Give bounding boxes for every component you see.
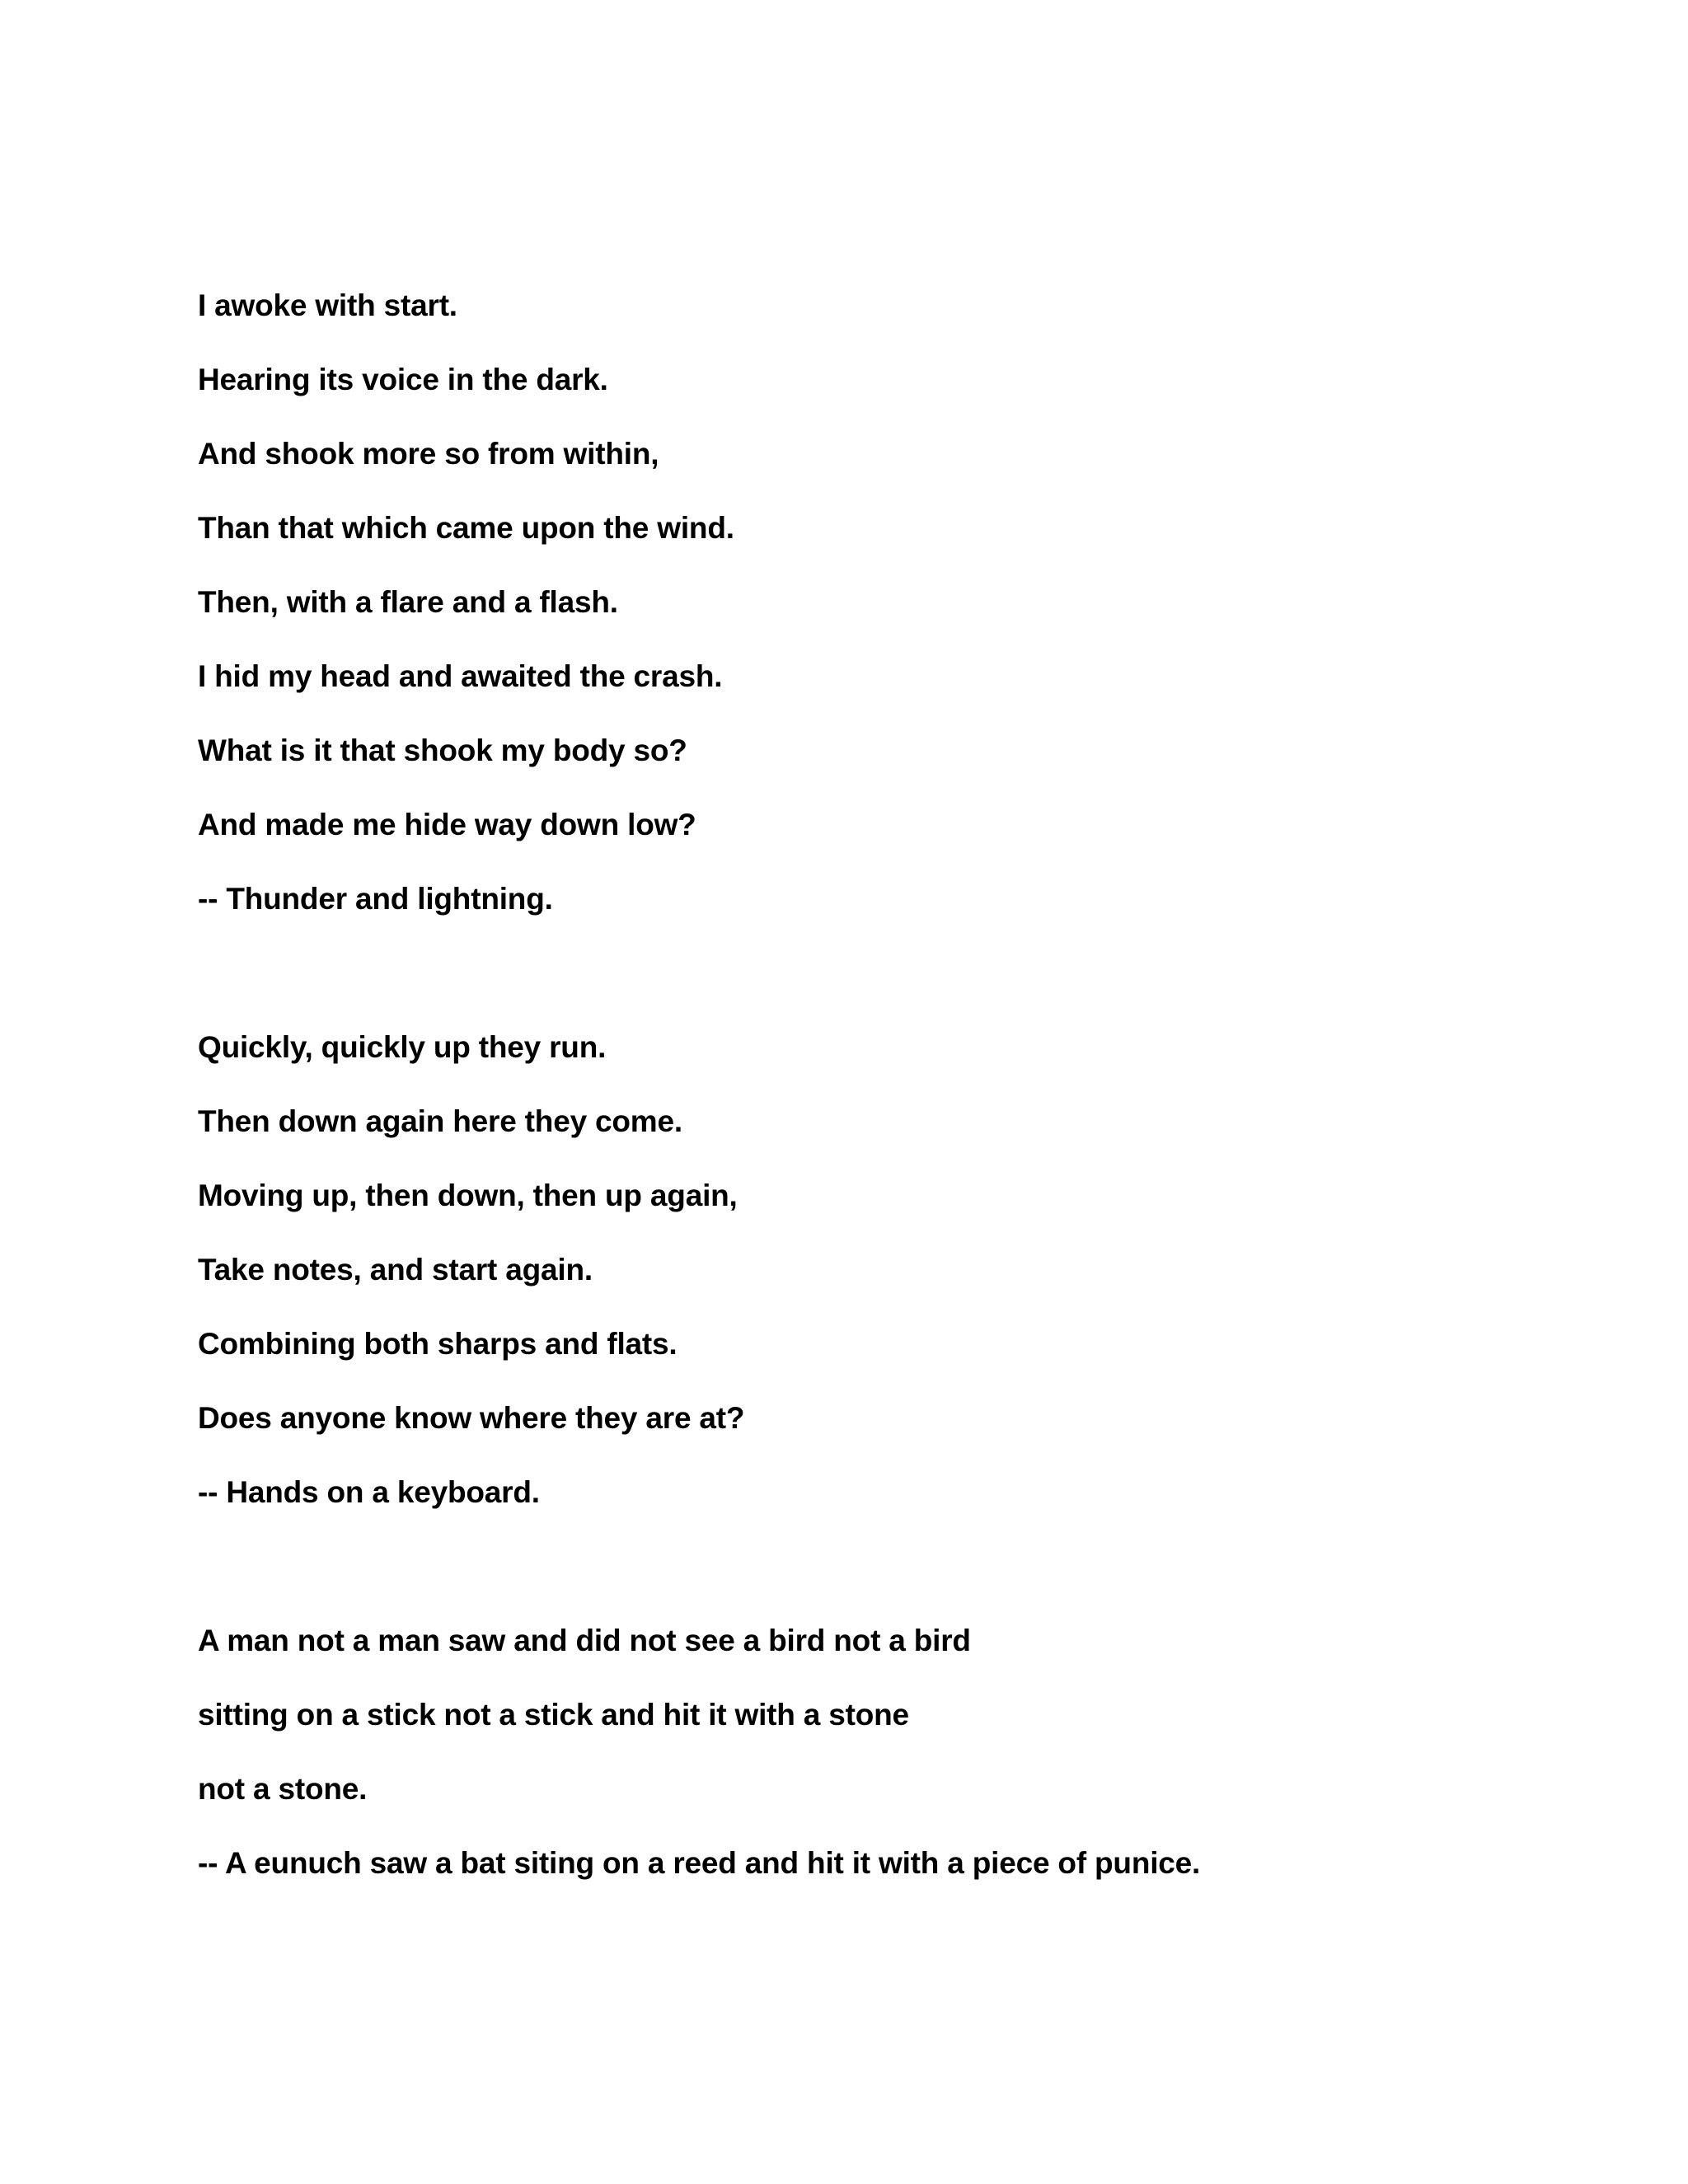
poem-line: A man not a man saw and did not see a bird not a bird (198, 1624, 971, 1657)
poem-line: Combining both sharps and flats. (198, 1327, 678, 1361)
poem-line: Moving up, then down, then up again, (198, 1179, 738, 1212)
riddle-stanza-1 (198, 269, 1517, 936)
poem-line: What is it that shook my body so? (198, 733, 687, 767)
poem-line: And shook more so from within, (198, 437, 659, 471)
poem-line: not a stone. (198, 1772, 368, 1806)
poem-line: Take notes, and start again. (198, 1253, 593, 1286)
poem-line: Then, with a flare and a flash. (198, 585, 618, 619)
riddle-answer: -- Thunder and lightning. (198, 882, 553, 916)
poem-line: Does anyone know where they are at? (198, 1401, 745, 1435)
poem-body (198, 269, 1517, 1900)
riddle-stanza-2 (198, 1010, 1517, 1530)
poem-line: sitting on a stick not a stick and hit it with a stone (198, 1698, 909, 1732)
poem-line: And made me hide way down low? (198, 808, 696, 841)
poem-line: Hearing its voice in the dark. (198, 363, 608, 396)
poem-line: I awoke with start. (198, 288, 457, 322)
riddle-answer: -- A eunuch saw a bat siting on a reed and hit it with a piece of punice. (198, 1846, 1201, 1880)
poem-line: Than that which came upon the wind. (198, 511, 734, 545)
poem-line: I hid my head and awaited the crash. (198, 659, 723, 693)
riddle-stanza-3 (198, 1604, 1517, 1900)
poem-line: Quickly, quickly up they run. (198, 1030, 607, 1064)
poem-line: Then down again here they come. (198, 1104, 682, 1138)
riddle-answer: -- Hands on a keyboard. (198, 1475, 540, 1509)
